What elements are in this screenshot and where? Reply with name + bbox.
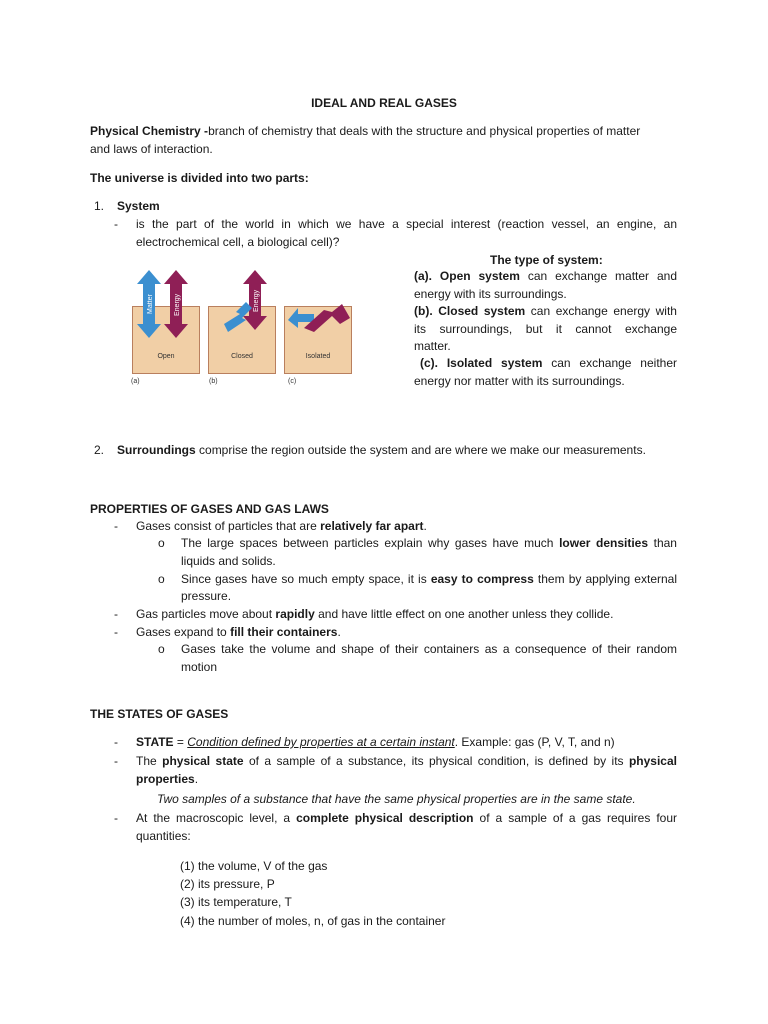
properties-s3-line2: motion (181, 660, 218, 674)
open-energy-text: Energy (174, 293, 181, 316)
properties-s1-text: The large spaces between particles explain why gases have much (181, 536, 554, 550)
isolated-system-text-2: energy nor matter with its surroundings. (414, 374, 625, 388)
properties-o-1: o (158, 536, 165, 550)
quantity-item: (2) its pressure, P (180, 877, 275, 891)
intro-line-1 (90, 122, 640, 140)
quantity-item: (3) its temperature, T (180, 895, 292, 909)
intro-term: Physical Chemistry - (90, 124, 209, 138)
isolated-label: Isolated (305, 353, 331, 360)
properties-s1-bold: lower densities (559, 536, 649, 550)
states-bullet-1 (136, 733, 615, 751)
surroundings-term: Surroundings (117, 443, 196, 457)
intro-text-1: branch of chemistry that deals with the structure and physical properties of matter (208, 124, 641, 138)
properties-s1-line2: liquids and solids. (181, 554, 276, 568)
phys-pre: The (136, 754, 157, 768)
figure-letter-c: (c) (288, 378, 297, 385)
properties-bullet-1 (136, 517, 427, 535)
properties-b1-text: Gases consist of particles that are (136, 519, 317, 533)
figure-letter-a: (a) (131, 378, 140, 385)
types-open-line-1 (414, 267, 677, 285)
state-term: STATE (136, 735, 174, 749)
phys-bold: physical state (162, 754, 244, 768)
states-bullet-2 (136, 752, 677, 770)
system-types-figure (128, 268, 354, 388)
open-label: Open (157, 353, 175, 360)
types-closed-line-1 (414, 302, 677, 320)
states-dash-1: - (114, 735, 118, 749)
open-system-text-1: can exchange matter and (527, 269, 678, 283)
state-eq: = (173, 735, 188, 749)
properties-dash-1: - (114, 519, 118, 533)
properties-s3-line1: Gases take the volume and shape of their containers as a consequence of their random (181, 642, 677, 656)
quantity-item: (4) the number of moles, n, of gas in the container (180, 914, 446, 928)
phys-line2-post: . (194, 772, 199, 786)
arrows-svg (128, 268, 354, 374)
figure-letter-b: (b) (209, 378, 218, 385)
properties-heading: PROPERTIES OF GASES AND GAS LAWS (90, 502, 329, 516)
properties-s2-bold: easy to compress (430, 572, 534, 586)
properties-bullet-3 (136, 623, 341, 641)
properties-s2-text: Since gases have so much empty space, it is (181, 572, 427, 586)
closed-energy-text: Energy (253, 289, 260, 312)
macro-pre: At the macroscopic level, a (136, 811, 291, 825)
types-heading: The type of system: (490, 253, 603, 267)
properties-s2-post: them by applying external (537, 572, 677, 586)
closed-system-text-1: can exchange energy with (530, 304, 677, 318)
properties-bullet-2 (136, 605, 613, 623)
open-system-term: (a). Open system (414, 269, 520, 283)
properties-sub-2 (181, 570, 677, 588)
universe-heading: The universe is divided into two parts: (90, 171, 309, 185)
isolated-system-term: (c). Isolated system (420, 356, 543, 370)
properties-dash-3: - (114, 625, 118, 639)
states-dash-2: - (114, 754, 118, 768)
properties-b3-text: Gases expand to (136, 625, 227, 639)
closed-system-text-3: matter. (414, 339, 451, 353)
macro-bold: complete physical description (296, 811, 474, 825)
closed-system-term: (b). Closed system (414, 304, 526, 318)
phys-line2-bold: properties (136, 772, 195, 786)
properties-s1-post: than (653, 536, 677, 550)
system-heading: System (117, 199, 160, 213)
isolated-system-text-1: can exchange neither (551, 356, 677, 370)
properties-o-3: o (158, 642, 165, 656)
properties-s2-line2: pressure. (181, 589, 232, 603)
properties-o-2: o (158, 572, 165, 586)
system-text-2: electrochemical cell, a biological cell)? (136, 235, 340, 249)
properties-b3-bold: fill their containers (230, 625, 338, 639)
states-bullet-3-line2: quantities: (136, 829, 191, 843)
properties-dash-2: - (114, 607, 118, 621)
intro-text-2: and laws of interaction. (90, 142, 213, 156)
phys-bold-2: physical (628, 754, 677, 768)
open-matter-text: Matter (147, 294, 154, 314)
system-dash: - (114, 217, 118, 231)
macro-post: of a sample of a gas requires four (479, 811, 677, 825)
properties-sub-1 (181, 534, 677, 552)
states-heading: THE STATES OF GASES (90, 707, 229, 721)
system-text-1: is the part of the world in which we have a special interest (reaction vessel, an engine, an (136, 217, 677, 231)
quantity-item: (1) the volume, V of the gas (180, 859, 328, 873)
state-post: . Example: gas (P, V, T, and n) (454, 735, 615, 749)
phys-mid: of a sample of a substance, its physical condition, is defined by its (249, 754, 624, 768)
closed-label: Closed (231, 353, 253, 360)
system-number: 1. (94, 199, 105, 213)
properties-b1-post: . (423, 519, 427, 533)
properties-b1-bold: relatively far apart (320, 519, 424, 533)
states-italic-note: Two samples of a substance that have the same physical properties are in the same state. (157, 792, 636, 806)
surroundings-text: comprise the region outside the system and are where we make our measurements. (199, 443, 646, 457)
page-title: IDEAL AND REAL GASES (311, 96, 457, 110)
states-bullet-3 (136, 809, 677, 827)
closed-system-text-2: its surroundings, but it cannot exchange (414, 322, 677, 336)
surroundings-line (117, 441, 646, 459)
open-system-text-2: energy with its surroundings. (414, 287, 567, 301)
states-dash-3: - (114, 811, 118, 825)
states-bullet-2-line2 (136, 770, 198, 788)
properties-b3-post: . (337, 625, 341, 639)
surroundings-number: 2. (94, 443, 105, 457)
state-definition: Condition defined by properties at a certain instant (187, 735, 455, 749)
types-isolated-line-1 (420, 354, 677, 372)
properties-b2-text: Gas particles move about (136, 607, 273, 621)
properties-b2-bold: rapidly (275, 607, 315, 621)
properties-b2-post: and have little effect on one another unless they collide. (318, 607, 614, 621)
